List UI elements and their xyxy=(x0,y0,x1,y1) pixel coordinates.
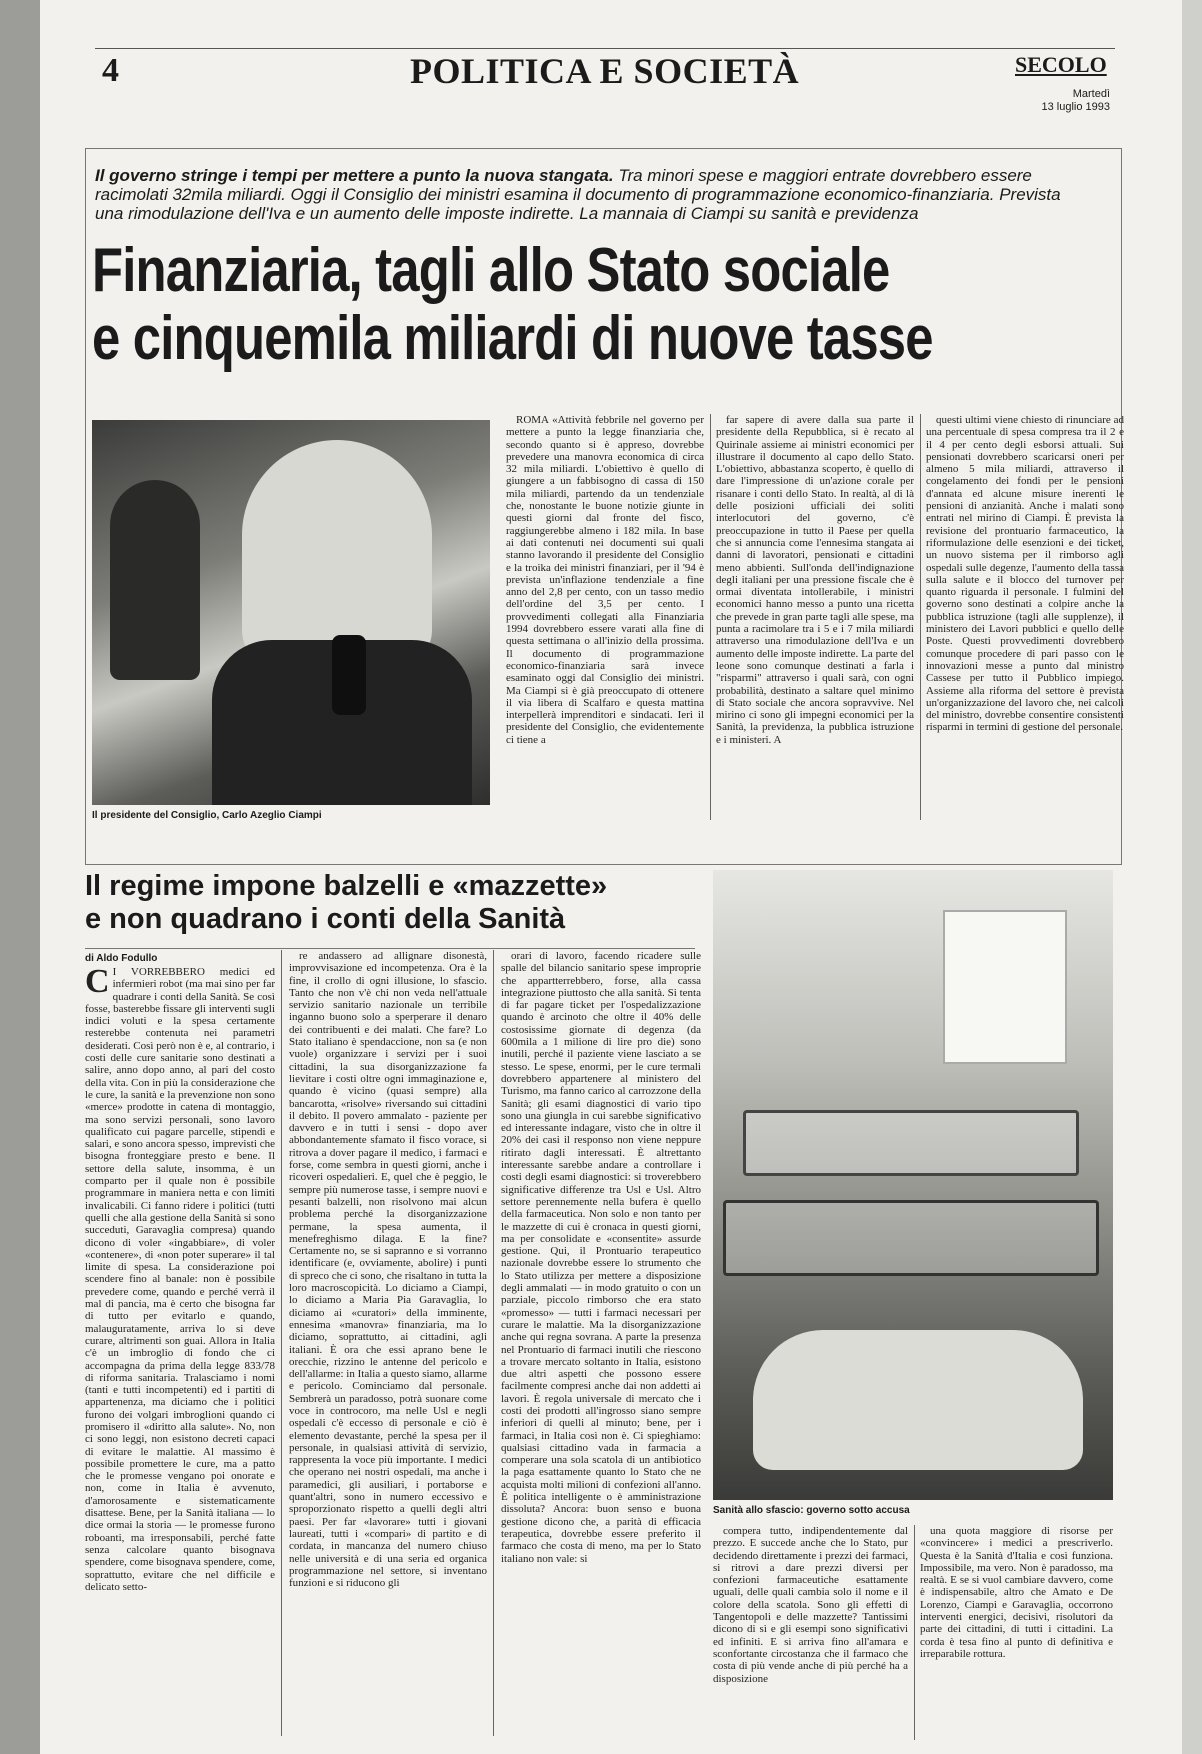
second-headline-line-1: Il regime impone balzelli e «mazzette» xyxy=(85,870,608,902)
lead-column-2-text: far sapere di avere dalla sua parte il presidente della Repubblica, si è recato al Quirinale assieme ai ministri economici per illustrare il documento al capo dello Stato. L'obiettivo, abbastanza scoperto, è quello di dare l'impressione di un'azione corale per risanare i conti dello Stato. In realtà, al di là delle posizioni ufficiali dei soliti interlocutori del governo, c'è preoccupazione in tutto il Paese per quella che si annuncia come l'ennesima stangata ai danni di lavoratori, pensionati e cittadini meno abbienti. Sull'onda dell'indignazione degli italiani per una pressione fiscale che è ormai diventata intollerabile, i ministri economici hanno messo a punto una ricetta che prevede in gran parte tagli alle spese, ma punta a racimolare tra i 5 e i 7 mila miliardi attraverso una rimodulazione dell'Iva e un aumento delle imposte indirette. La parte del leone sono comunque destinati a farla i "risparmi" attraverso i quali sarà, con ogni probabilità, destinato a saltare quel minimo di Stato sociale che ancora sopravvive. Nel mirino ci sono gli impegni economici per la Sanità, la previdenza, la pubblica istruzione e i ministeri. A xyxy=(716,414,914,746)
lead-column-1 xyxy=(506,414,704,820)
byline: di Aldo Fodullo xyxy=(85,953,158,964)
section-title: POLITICA E SOCIETÀ xyxy=(410,51,800,91)
ciampi-photo xyxy=(92,420,490,805)
second-column-4-text: compera tutto, indipendentemente dal prezzo. E succede anche che lo Stato, pur decidendo direttamente i prezzi dei farmaci, si ritrovi a dare prezzi diversi per confezioni farmaceutiche esattamente uguali, delle quali cambia solo il nome e il colore della scatola. Sono gli effetti di Tangentopoli e delle mazzette? Tantissimi dicono di sì e gli esempi sono significativi ed infiniti. E si arriva fino all'amara e sconfortante circostanza che il farmaco che costa di più vende anche di più perché ha a disposizione xyxy=(713,1525,908,1685)
second-column-1 xyxy=(85,966,275,1736)
lead-headline xyxy=(92,237,1117,373)
column-divider xyxy=(914,1525,915,1740)
photo-bed xyxy=(723,1200,1099,1276)
photo-patient xyxy=(753,1330,1083,1470)
second-column-4 xyxy=(713,1525,908,1740)
second-column-5-text: una quota maggiore di risorse per «convincere» i medici a prescriverlo. Questa è la Sanità d'Italia e così funziona. Impossibile, ma vero. Non è paradosso, ma realtà. E se si vuol cambiare davvero, come è indispensabile, altro che Amato e De Lorenzo, Ciampi e Garavaglia, occorrono interventi energici, decisivi, risolutori da parte dei cittadini, di tutti i cittadini. La corda è tesa fino al punto di definitiva e irreparabile rottura. xyxy=(920,1525,1113,1660)
lead-headline-line-1: Finanziaria, tagli allo Stato sociale xyxy=(92,236,890,305)
hospital-photo xyxy=(713,870,1113,1500)
dateline xyxy=(1030,88,1110,114)
microphone-shape xyxy=(332,635,366,715)
headline-rule xyxy=(85,948,695,949)
second-column-1-text: I VORREBBERO medici ed infermieri robot (ma mai sino per far quadrare i conti della Sanità. Se così fosse, basterebbe fissare gli interventi sugli indici voluti e la spesa certamente resterebbe contenuta nei parametri desiderati. Così però non è e, al contrario, i costi delle cure sanitarie sono destinati a salire, anno dopo anno, al pari del costo della vita. Con in più la considerazione che le cure, la sanità e la prevenzione non sono «merce» prodotte in catena di montaggio, ma sono servizi personali, sono lavoro qualificato cui pagare parcelle, stipendi e salari, e sono ancora spesso, imprevisti che bisogna fronteggiare presto e bene. Il settore della salute, insomma, è un comparto per il quale non è possibile programmare in maniera netta e con limiti invalicabili. Ci fanno ridere i politici (tutti quelli che alla gestione della Sanità si sono succeduti, Garavaglia compresa) quando dicono di voler «ingabbiare», di voler «contenere», di «non poter superare» il tal limite di spesa. La considerazione poi scendere fino al banale: non è possibile prevedere come, quando e perché verrà il mal di pancia, ma è certo che bisogna far di tutto per evitarlo e quando, malauguratamente, arriva lo si deve curare, altrimenti son guai. Allora in Italia c'è un imbroglio di fondo che ci accompagna da prima della legge 833/78 di riforma sanitaria. Tralasciamo i nomi (tanti e tutti incompetenti) ed i partiti di appartenenza, ma diciamo che i politici furono dei volgari imbroglioni quando ci promisero il «diritto alla salute». No, non ci sono leggi, non esistono decreti capaci di evitare le malattie. Al massimo è possibile promettere le cure, ma a patto che le promesse vengano poi onorate e non, come in Italia è avvenuto, d'amorosamente e sistematicamente disattese. Bene, per la Sanità italiana — lo dice ormai la storia — le promesse furono roboanti, ma irresponsabili, perché fatte senza calcolare quanto bisognava spendere, come bisognava spendere, come, soprattutto, evitare che nel difficile e delicato setto- xyxy=(85,966,275,1593)
column-divider xyxy=(281,950,282,1736)
second-column-2-text: re andassero ad allignare disonestà, improvvisazione ed incompetenza. Ora è la fine, il crollo di ogni illusione, lo sfascio. Tanto che non v'è chi non veda nell'attuale servizio sanitario nazionale un terribile inganno buono solo a sperperare il denaro dei contribuenti e dei malati. Che fare? Lo Stato italiano è spendaccione, non sa (e non vuole) organizzare i servizi per i suoi cittadini, la sua disorganizzazione fa lievitare i costi oltre ogni immaginazione e, quando è vicino (quasi sempre) alla bancarotta, «risolve» riversando sui cittadini il debito. Il povero ammalato - paziente per davvero e in tutti i sensi - dopo aver abbondantemente sfamato il fisco vorace, si ritrova a dover pagare il medico, i farmaci e forse, come sembra in questi giorni, anche i ricoveri ospedalieri. E, quel che è peggio, le sempre più numerose tasse, i sempre nuovi e pesanti balzelli, non risolvono mai alcun problema perché la disorganizzazione permane, la spesa aumenta, il menefreghismo dilaga. E la fine? Certamente no, se si sapranno e si vorranno identificare (e, ovviamente, abolire) i punti di spreco che ci sono, che risaltano in tutta la loro macroscopicità. Lo diciamo a Ciampi, lo diciamo a Maria Pia Garavaglia, lo diciamo ai «curatori» della imminente, ennesima «manovra» finanziaria, ma lo diciamo, soprattutto, ai cittadini, agli italiani. È ora che essi aprano bene le orecchie, rizzino le antenne del pericolo e dell'allarme: in Italia a questo siamo, allarme e pericolo. Cominciamo dal personale. Sembrerà un paradosso, potrà suonare come voce in controcoro, ma nelle Usl e negli ospedali c'è eccesso di personale e ciò è elemento devastante, perché la spesa per il personale, in qualsiasi attività di servizio, rappresenta la voce più importante. I medici che operano nei nostri ospedali, ma anche i paramedici, gli ausiliari, i portaborse e quant'altri, sono in numero eccessivo e sproporzionato rispetto a quelli degli altri paesi. Per far «lavorare» tutti i giovani laureati, tutti i «compari» di partito e di cordata, in mancanza del numero chiuso nelle università e di una seria ed organica programmazione nel settore, si inventano funzioni e si riducono gli xyxy=(289,950,487,1590)
photo-bed xyxy=(743,1110,1079,1176)
lead-kicker xyxy=(95,166,1085,223)
lead-headline-line-2: e cinquemila miliardi di nuove tasse xyxy=(92,304,933,373)
page-number: 4 xyxy=(102,52,119,89)
second-column-5 xyxy=(920,1525,1113,1740)
photo-window xyxy=(943,910,1067,1064)
column-divider xyxy=(920,414,921,820)
drop-cap: C xyxy=(85,966,110,1000)
scan-margin xyxy=(0,0,40,1754)
kicker-rest: Tra minori spese e maggiori entrate dovrebbero essere racimolati 32mila miliardi. Oggi il Consiglio dei ministri esamina il documento di programmazione economico-finanziaria. Prevista una rimodulazione dell'Iva e un aumento delle imposte indirette. La mannaia di Ciampi su sanità e previdenza xyxy=(95,166,1061,223)
ciampi-photo-caption: Il presidente del Consiglio, Carlo Azeglio Ciampi xyxy=(92,810,322,821)
kicker-bold: Il governo stringe i tempi per mettere a punto la nuova stangata. xyxy=(95,166,614,185)
second-column-3-text: orari di lavoro, facendo ricadere sulle spalle del bilancio sanitario spese improprie che appartterrebbero, forse, alla cassa integrazione piuttosto che alla sanità. Si tenta di far pagare ticket per l'ospedalizzazione quando è arcinoto che oltre il 40% delle costosissime giornate di degenza (da 600mila a 1 milione di lire pro die) sono inutili, perché il paziente viene lasciato a se stesso. Le spese, enormi, per le cure termali dovrebbero appartenere al ministero del Turismo, ma fanno carico al carrozzone della Sanità; gli esami diagnostici di vario tipo sono una giungla in cui sarebbe significativo ed interessante indagare, visto che in oltre il 20% dei casi il responso non viene neppure ritirato dagli interessati. È altrettanto interessante sarebbe andare a controllare i costi degli esami diagnostici: si troverebbero significative differenze tra Usl e Usl. Altro settore perennemente nella bufera è quello della farmaceutica. Non solo e non tanto per le mazzette di cui è cronaca in questi giorni, ma per consolidate e «consentite» assurde gestione. Qui, il Prontuario terapeutico nazionale dovrebbe essere lo strumento che lo Stato utilizza per mettere a disposizione degli ammalati — in modo gratuito o con un parziale, piccolo rimborso che era stato «promesso» — tutti i farmaci necessari per curare le malattie. Ma la disorganizzazione anche qui regna sovrana. A parte la presenza nel Prontuario di farmaci inutili che riescono a trovare mercato soltanto in Italia, esistono due altri aspetti che possono essere facilmente compresi anche dai non addetti ai lavori. È regola universale di mercato che i costi dei prodotti all'ingrosso siano sempre inferiori di quelli al minuto; bene, per i farmaci, in Italia così non è. Ci spieghiamo: qualsiasi cittadino vada in farmacia a comperare una sola scatola di un antibiotico la paga esattamente quanto lo Stato che ne acquista molti milioni di confezioni all'anno. È politica intelligente o è amministrazione dissoluta? Ancora: buon senso e buona gestione dicono che, a parità di efficacia terapeutica, dovrebbe essere preferito il farmaco che costa di meno, ma per lo Stato italiano non vale: si xyxy=(501,950,701,1565)
second-column-2 xyxy=(289,950,487,1736)
lead-column-3 xyxy=(926,414,1124,820)
second-headline-line-2: e non quadrano i conti della Sanità xyxy=(85,903,566,935)
weekday: Martedì xyxy=(1072,88,1110,100)
lead-column-1-text: ROMA «Attività febbrile nel governo per mettere a punto la legge finanziaria che, secondo quanto si è appreso, dovrebbe prevedere una manovra economica di circa 32 mila miliardi. L'obiettivo è quello di giungere a un fabbisogno di cassa di 150 mila miliardi, partendo da un tendenziale che, nonostante le buone notizie giunte in questi giorni dal fronte del fisco, raggiungerebbe almeno i 182 mila. In base ai dati contenuti nei documenti sui quali stanno lavorando il presidente del Consiglio e la troika dei ministri finanziari, per il '94 è prevista un'inflazione tendenziale a fine anno del 2,8 per cento, con un tasso medio dell'ordine del 3,5 per cento. I provvedimenti collegati alla Finanziaria 1994 dovrebbero essere varati alla fine di questa settimana o all'inizio della prossima. Il documento di programmazione economico-finanziaria sarà invece esaminato oggi dal Consiglio dei ministri. Ma Ciampi si è già preoccupato di ottenere il via libera di Scalfaro e questa mattina interpellerà imprenditori e sindacati. Ieri il presidente del Consiglio, che evidentemente ci tiene a xyxy=(506,414,704,746)
header-rule xyxy=(95,48,1115,49)
lead-column-3-text: questi ultimi viene chiesto di rinunciare ad una percentuale di spesa compresa tra il 2 e il 4 per cento degli esborsi attuali. Sui pensionati dovrebbero scaricarsi oneri per almeno 5 mila miliardi, attraverso il congelamento dei fondi per le pensioni d'annata ed alcune misure inerenti le pensioni di anzianità. Anche i malati sono entrati nel mirino di Ciampi. È prevista la revisione del prontuario farmaceutico, la riformulazione delle esenzioni e dei ticket, un nuovo sistema per il rimborso agli ospedali sulle degenze, l'aumento della tassa sulla salute e il blocco del turnover per quanto riguarda il personale. I fulmini del governo sono destinati a colpire anche la pubblica istruzione (tagli alle supplenze), il ministero dei Lavori pubblici e quello delle Poste. Questi provvedimenti dovrebbero comunque procedere di pari passo con le innovazioni messe a punto dal ministro Cassese per tutto il Pubblico impiego. Assieme alla riforma del settore è prevista un'organizzazione del lavoro che, nei calcoli del ministro, dovrebbe consentire consistenti risparmi in termini di gestione del personale. xyxy=(926,414,1124,734)
second-column-3 xyxy=(501,950,701,1736)
column-divider xyxy=(493,950,494,1736)
issue-date: 13 luglio 1993 xyxy=(1041,101,1110,113)
hospital-photo-caption: Sanità allo sfascio: governo sotto accusa xyxy=(713,1505,910,1516)
lead-column-2 xyxy=(716,414,914,820)
column-divider xyxy=(710,414,711,820)
second-headline xyxy=(85,870,685,936)
photo-figure-left xyxy=(110,480,200,680)
masthead-logo: SECOLO xyxy=(1015,52,1107,77)
